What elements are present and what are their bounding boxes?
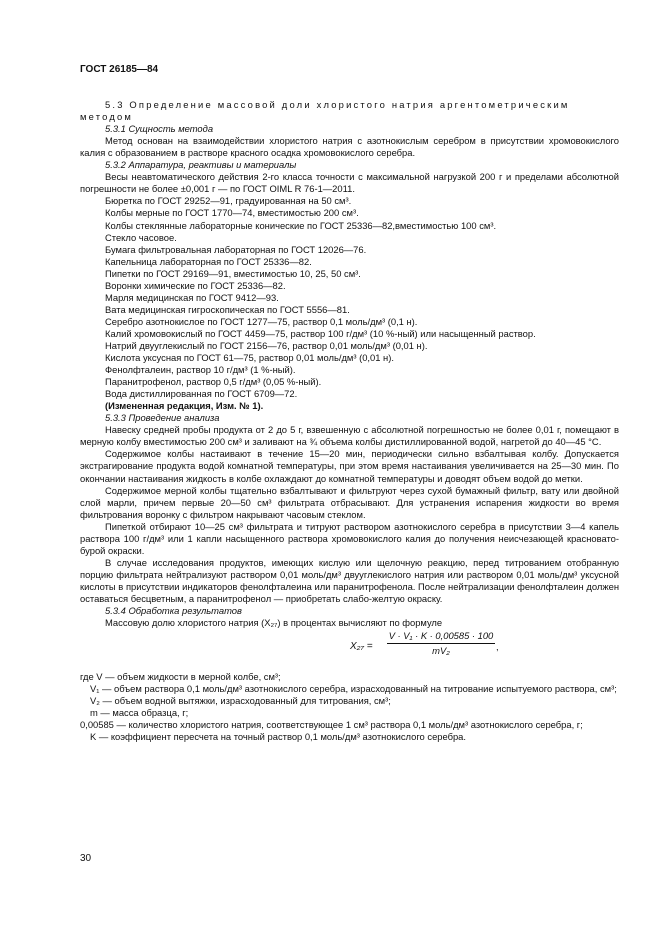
page-number: 30 [80, 853, 92, 864]
list-item: Колбы стеклянные лабораторные конические по ГОСТ 25336—82,вместимостью 100 см³. [105, 219, 497, 231]
list-item: Марля медицинская по ГОСТ 9412—93. [105, 291, 279, 303]
definition-item: 0,00585 — количество хлористого натрия, соответствующее 1 см³ раствора 0,1 моль/дм³ азотнокислого серебра, г; [80, 719, 583, 731]
definition-item: где V — объем жидкости в мерной колбе, см³; [80, 671, 281, 683]
list-item: Вода дистиллированная по ГОСТ 6709—72. [105, 388, 298, 400]
list-item: Кислота уксусная по ГОСТ 61—75, раствор 0,01 моль/дм³ (0,01 н). [105, 352, 394, 364]
amendment-note: (Измененная редакция, Изм. № 1). [105, 400, 264, 412]
list-item: Серебро азотнокислое по ГОСТ 1277—75, раствор 0,1 моль/дм³ (0,1 н). [105, 315, 418, 327]
paragraph: Содержимое мерной колбы тщательно взбалтывают и фильтруют через сухой бумажный фильтр, вату или двойной слой марли, причем первые 20—50 см³ фильтрата отбрасывают. Для устранения испарения жидкости во время фильтрования воронку с фильтром накрывают часовым стеклом. [80, 484, 619, 520]
definition-item: V₁ — объем раствора 0,1 моль/дм³ азотнокислого серебра, израсходованный на титрование испытуемого раствора, см³; [90, 683, 617, 695]
formula-lhs: X₂₇ = [350, 641, 373, 653]
definition-item: V₂ — объем водной вытяжки, израсходованный для титрования, см³; [90, 695, 391, 707]
section-heading: 5.3 Определение массовой доли хлористого натрия аргентометрическим методом [80, 99, 570, 123]
definition-item: m — масса образца, г; [90, 707, 189, 719]
formula [80, 629, 619, 671]
list-item: Колбы мерные по ГОСТ 1770—74, вместимостью 200 см³. [105, 207, 359, 219]
paragraph: Метод основан на взаимодействии хлористого натрия с азотнокислым серебром в присутствии хромовокислого калия с образованием в растворе красного осадка хромовокислого серебра. [80, 135, 619, 159]
definition-item: K — коэффициент пересчета на точный раствор 0,1 моль/дм³ азотнокислого серебра. [90, 731, 467, 743]
list-item: Стекло часовое. [105, 231, 177, 243]
list-item: Пипетки по ГОСТ 29169—91, вместимостью 10, 25, 50 см³. [105, 267, 361, 279]
paragraph: Массовую долю хлористого натрия (X₂₇) в процентах вычисляют по формуле [105, 617, 443, 629]
formula-fraction [387, 630, 495, 657]
list-item: Натрий двууглекислый по ГОСТ 2156—76, раствор 0,01 моль/дм³ (0,01 н). [105, 339, 428, 351]
paragraph: Содержимое колбы настаивают в течение 15—20 мин, периодически сильно взбалтывая колбу. Допускается экстрагирование продукта водой комнатной температуры, при этом время настаивания увеличивается на 25—30 мин. По окончании настаивания жидкость в колбе охлаждают до комнатной температуры и доводят объем водой до метки. [80, 448, 619, 484]
paragraph: Навеску средней пробы продукта от 2 до 5 г, взвешенную с абсолютной погрешностью не более 0,01 г, помещают в мерную колбу вместимостью 200 см³ и заливают на ¾ объема колбы дистиллированной водой, нагретой до 40—45 °С. [80, 424, 619, 448]
paragraph: В случае исследования продуктов, имеющих кислую или щелочную реакцию, перед титрованием отобранную порцию фильтрата нейтрализуют раствором 0,01 моль/дм³ двууглекислого натрия или раствором 0,01 моль/дм³ уксусной кислоты в присутствии индикаторов фенолфталеина или паранитрофенола. После нейтрализации фенолфталеин должен оставаться бесцветным, а паранитрофенол — приобретать слабо-желтую окраску. [80, 556, 619, 604]
list-item: Фенолфталеин, раствор 10 г/дм³ (1 %-ный). [105, 364, 296, 376]
paragraph: Весы неавтоматического действия 2-го класса точности с максимальной нагрузкой 200 г и пределами абсолютной погрешности не более ±0,001 г — по ГОСТ OIML R 76-1—2011. [80, 171, 619, 195]
list-item: Калий хромовокислый по ГОСТ 4459—75, раствор 100 г/дм³ (10 %-ный) или насыщенный раствор. [105, 327, 536, 339]
list-item: Бумага фильтровальная лабораторная по ГОСТ 12026—76. [105, 243, 367, 255]
subsection-heading: 5.3.3 Проведение анализа [105, 412, 220, 424]
list-item: Вата медицинская гигроскопическая по ГОСТ 5556—81. [105, 303, 350, 315]
list-item: Бюретка по ГОСТ 29252—91, градуированная на 50 см³. [105, 195, 352, 207]
list-item: Капельница лабораторная по ГОСТ 25336—82. [105, 255, 312, 267]
list-item: Паранитрофенол, раствор 0,5 г/дм³ (0,05 %-ный). [105, 376, 322, 388]
formula-trail: , [496, 641, 499, 653]
paragraph: Пипеткой отбирают 10—25 см³ фильтрата и титруют раствором азотнокислого серебра в присутствии 3—4 капель раствора 100 г/дм³ или 1 капли насыщенного раствора хромовокислого калия до получения неисчезающей красновато-бурой окраски. [80, 520, 619, 556]
list-item: Воронки химические по ГОСТ 25336—82. [105, 279, 286, 291]
subsection-heading: 5.3.1 Сущность метода [105, 123, 214, 135]
formula-numerator: V · V₁ · K · 0,00585 · 100 [387, 630, 495, 644]
subsection-heading: 5.3.4 Обработка результатов [105, 605, 242, 617]
formula-denominator: mV₂ [432, 645, 450, 657]
page-header: ГОСТ 26185—84 [80, 64, 159, 75]
subsection-heading: 5.3.2 Аппаратура, реактивы и материалы [105, 159, 297, 171]
